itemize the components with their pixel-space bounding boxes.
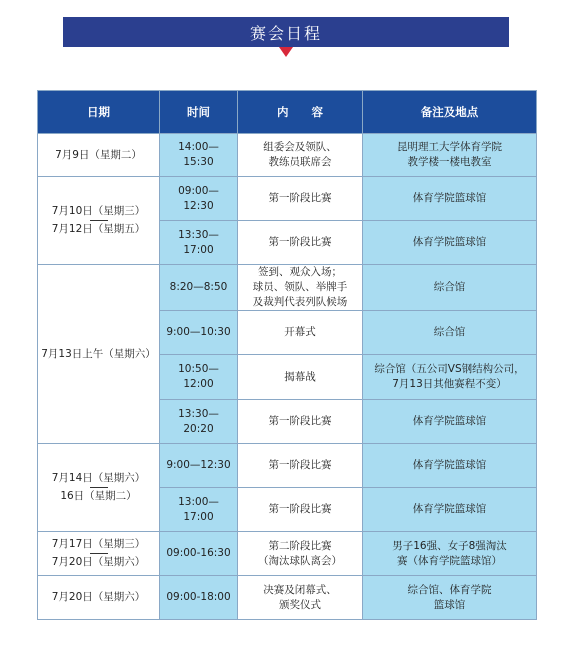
- notes-cell: [363, 134, 537, 177]
- date-cell: [38, 265, 160, 444]
- content-cell: [238, 221, 363, 265]
- content-cell: [238, 311, 363, 355]
- notes-line: 综合馆（五公司VS钢结构公司，: [374, 363, 525, 375]
- content-line: 组委会及领队、: [263, 141, 337, 153]
- time-cell: 13:00—17:00: [160, 488, 238, 532]
- notes-cell: [363, 311, 537, 355]
- date-line: 7月20日（星期六）: [51, 591, 146, 603]
- date-line: 7月17日（星期三）: [51, 538, 146, 550]
- range-dash: [90, 553, 108, 554]
- date-cell: [38, 177, 160, 265]
- content-line: 球员、领队、举牌手: [252, 281, 348, 293]
- date-line: 7月13日上午（星期六）: [41, 347, 156, 360]
- time-cell: 13:30—20:20: [160, 400, 238, 444]
- notes-cell: [363, 265, 537, 311]
- time-cell: 9:00—10:30: [160, 311, 238, 355]
- notes-cell: [363, 532, 537, 576]
- notes-line: 体育学院篮球馆: [412, 192, 487, 204]
- content-cell: [238, 265, 363, 311]
- schedule-table: [37, 90, 537, 620]
- time-cell: 10:50—12:00: [160, 355, 238, 400]
- content-line: 第一阶段比赛: [268, 503, 332, 515]
- notes-cell: [363, 576, 537, 620]
- notes-line: 篮球馆: [433, 598, 466, 611]
- content-cell: [238, 576, 363, 620]
- content-line: 揭幕战: [284, 370, 316, 383]
- table-row: [38, 265, 537, 311]
- table-header-row: [38, 91, 537, 134]
- table-row: [38, 576, 537, 620]
- notes-line: 7月13日其他赛程不变）: [392, 378, 507, 390]
- header-time: 时间: [160, 91, 238, 134]
- date-cell: [38, 444, 160, 532]
- content-cell: [238, 177, 363, 221]
- date-cell: [38, 576, 160, 620]
- time-cell: 09:00-18:00: [160, 576, 238, 620]
- time-cell: 09:00-16:30: [160, 532, 238, 576]
- date-line: 7月9日（星期二）: [55, 148, 142, 161]
- header-date: 日期: [38, 91, 160, 134]
- content-cell: [238, 355, 363, 400]
- date-line: 7月20日（星期六）: [51, 556, 146, 568]
- notes-line: 赛（体育学院篮球馆）: [397, 554, 502, 567]
- notes-cell: [363, 355, 537, 400]
- table-row: [38, 444, 537, 488]
- header-notes: 备注及地点: [363, 91, 537, 134]
- content-line: （淘汰球队离会）: [258, 554, 342, 567]
- notes-line: 体育学院篮球馆: [412, 236, 487, 248]
- table-row: [38, 532, 537, 576]
- date-line: 7月12日（星期五）: [51, 223, 146, 235]
- content-line: 第二阶段比赛: [268, 539, 332, 552]
- header-content: 内 容: [238, 91, 363, 134]
- content-cell: [238, 444, 363, 488]
- date-cell: [38, 532, 160, 576]
- table-row: [38, 177, 537, 221]
- notes-line: 体育学院篮球馆: [412, 459, 487, 471]
- content-line: 第一阶段比赛: [268, 459, 332, 471]
- date-line: 7月14日（星期六）: [51, 472, 146, 484]
- notes-cell: [363, 400, 537, 444]
- page-title: 赛会日程: [249, 23, 322, 43]
- notes-cell: [363, 177, 537, 221]
- date-line: 7月10日（星期三）: [51, 205, 146, 217]
- time-cell: 13:30—17:00: [160, 221, 238, 265]
- content-line: 决赛及闭幕式、: [263, 583, 337, 596]
- notes-line: 体育学院篮球馆: [412, 503, 487, 515]
- content-line: 开幕式: [284, 326, 316, 338]
- range-dash: [90, 220, 108, 221]
- content-line: 及裁判代表列队候场: [252, 296, 348, 308]
- notes-line: 综合馆: [433, 281, 466, 293]
- notes-line: 男子16强、女子8强淘汰: [392, 539, 507, 552]
- content-cell: [238, 532, 363, 576]
- content-cell: [238, 400, 363, 444]
- notes-line: 教学楼一楼电教室: [407, 156, 492, 168]
- time-cell: 9:00—12:30: [160, 444, 238, 488]
- range-dash: [90, 487, 108, 488]
- content-cell: [238, 488, 363, 532]
- notes-cell: [363, 221, 537, 265]
- content-line: 第一阶段比赛: [268, 192, 332, 204]
- content-line: 第一阶段比赛: [268, 415, 332, 427]
- content-line: 颁奖仪式: [279, 598, 321, 611]
- time-cell: 14:00—15:30: [160, 134, 238, 177]
- notes-line: 昆明理工大学体育学院: [397, 141, 502, 153]
- date-cell: [38, 134, 160, 177]
- banner-arrow-icon: [279, 47, 293, 57]
- notes-cell: [363, 444, 537, 488]
- time-cell: 8:20—8:50: [160, 265, 238, 311]
- schedule-body: [38, 134, 537, 620]
- table-row: [38, 134, 537, 177]
- content-line: 教练员联席会: [268, 156, 332, 168]
- notes-line: 综合馆: [433, 326, 466, 338]
- notes-line: 体育学院篮球馆: [412, 415, 487, 427]
- time-cell: 09:00—12:30: [160, 177, 238, 221]
- content-cell: [238, 134, 363, 177]
- date-line: 16日（星期二）: [60, 490, 137, 502]
- notes-cell: [363, 488, 537, 532]
- content-line: 第一阶段比赛: [268, 236, 332, 248]
- notes-line: 综合馆、体育学院: [407, 583, 492, 596]
- schedule-title-banner: [63, 17, 509, 47]
- content-line: 签到、观众入场；: [258, 266, 342, 278]
